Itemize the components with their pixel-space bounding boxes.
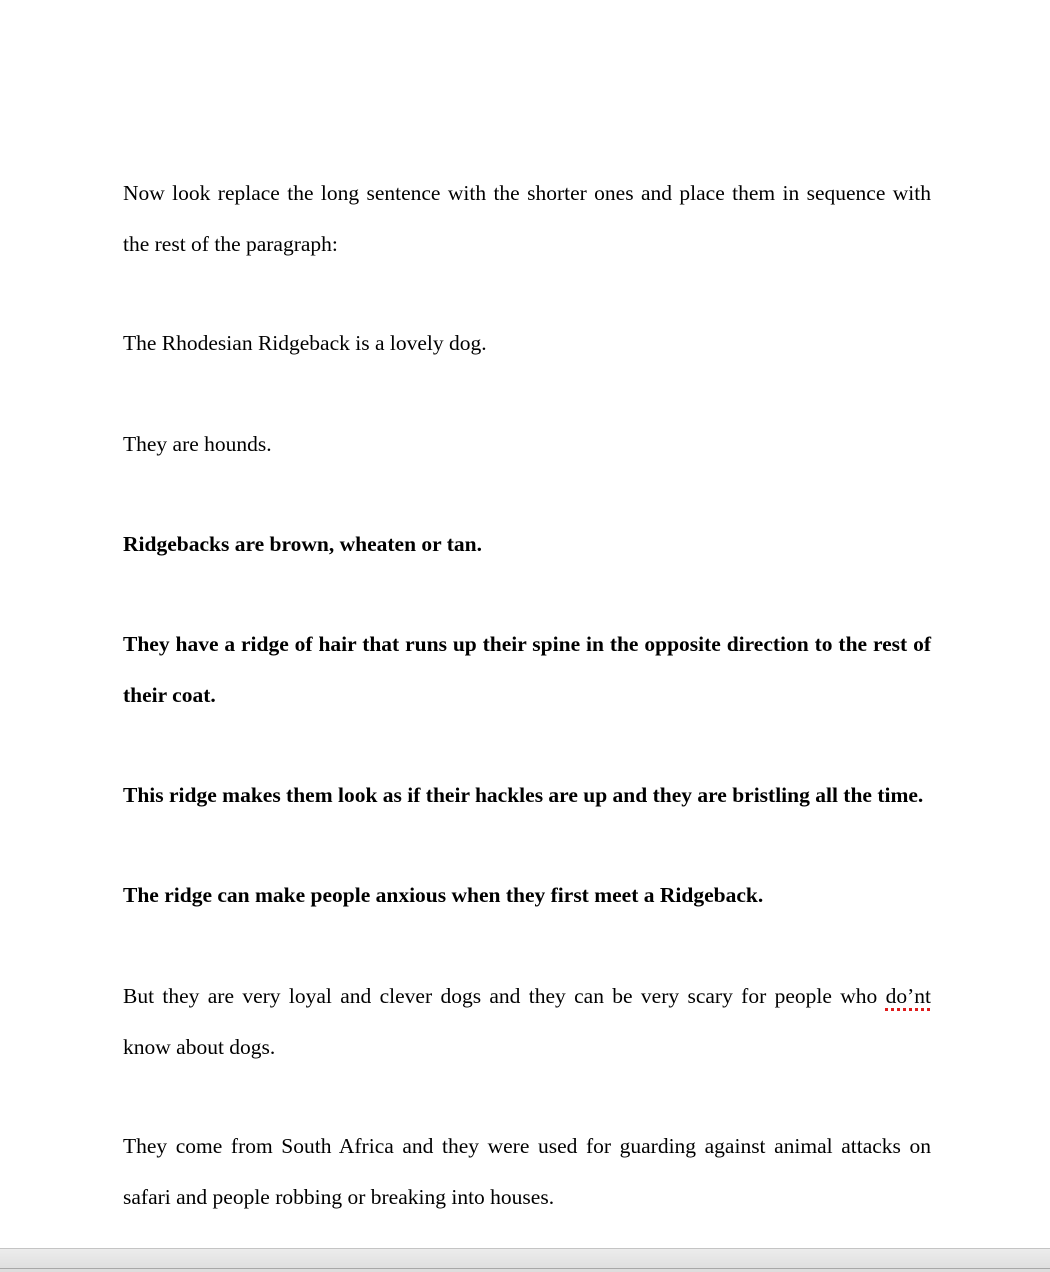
loyal-text-before: But they are very loyal and clever dogs and they can be very scary for people who (123, 984, 886, 1008)
sentence-hackles-bold: This ridge makes them look as if their hackles are up and they are bristling all the time. (123, 783, 924, 807)
sentence-south-africa: They come from South Africa and they were used for guarding against animal attacks on safari and people robbing or breaking into houses. (123, 1134, 931, 1209)
sentence-loyal-clever (123, 971, 931, 1072)
sentence-hounds: They are hounds. (123, 432, 272, 456)
sentence-anxious-bold: The ridge can make people anxious when they first meet a Ridgeback. (123, 883, 764, 907)
scrollbar-track-line (0, 1268, 1050, 1269)
misspelled-word[interactable]: do’nt (885, 984, 931, 1008)
intro-paragraph: Now look replace the long sentence with the shorter ones and place them in sequence with the rest of the paragraph: (123, 181, 931, 256)
sentence-colors-bold: Ridgebacks are brown, wheaten or tan. (123, 532, 482, 556)
horizontal-scrollbar[interactable] (0, 1248, 1050, 1272)
sentence-ridge-of-hair-bold: They have a ridge of hair that runs up their spine in the opposite direction to the rest of their coat. (123, 632, 931, 707)
sentence-rhodesian-ridgeback: The Rhodesian Ridgeback is a lovely dog. (123, 331, 487, 355)
loyal-text-after: know about dogs. (123, 1034, 276, 1059)
